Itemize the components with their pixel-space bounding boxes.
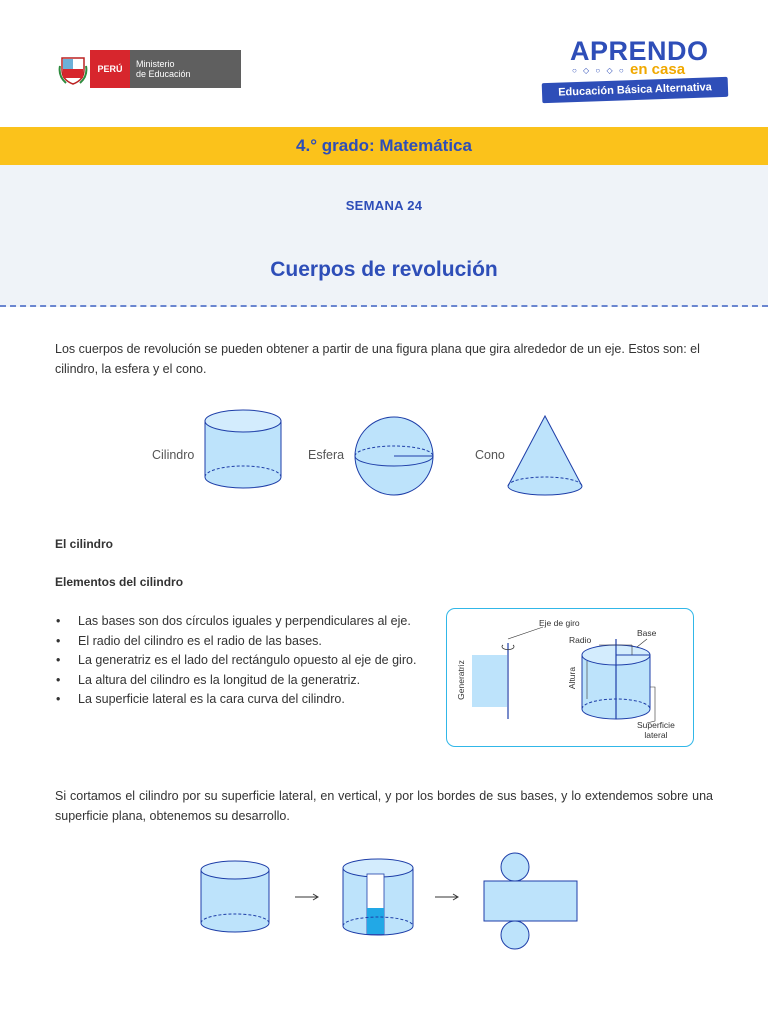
sphere-icon bbox=[350, 415, 440, 500]
en-casa-wordmark: en casa bbox=[630, 61, 686, 78]
axis-label: Eje de giro bbox=[539, 618, 580, 628]
intro-paragraph: Los cuerpos de revolución se pueden obtener a partir de una figura plana que gira alrededor de un eje. Estos son: el cilindro, la esfera y el cono. bbox=[55, 342, 700, 376]
development-paragraph: Si cortamos el cilindro por su superficie lateral, en vertical, y por los bordes de sus bases, y lo extendemos sobre una superficie plana, obtenemos su desarrollo. bbox=[55, 789, 713, 823]
sphere-label: Esfera bbox=[308, 448, 345, 462]
elements-list bbox=[55, 612, 425, 710]
aprendo-en-casa-logo bbox=[538, 36, 730, 104]
list-item: • La generatriz es el lado del rectángulo opuesto al eje de giro. bbox=[55, 651, 425, 671]
subheading: Elementos del cilindro bbox=[55, 575, 184, 589]
cylinder-icon bbox=[195, 405, 295, 495]
peru-label: PERÚ bbox=[90, 50, 130, 88]
ministry-line-1: Ministerio bbox=[136, 59, 175, 69]
list-item: • Las bases son dos círculos iguales y perpendiculares al eje. bbox=[55, 612, 425, 632]
week-label: SEMANA 24 bbox=[345, 198, 423, 213]
list-item: • El radio del cilindro es el radio de las bases. bbox=[55, 632, 425, 652]
lateral-line-1: Superficie bbox=[637, 720, 675, 730]
grade-title: 4.° grado: Matemática bbox=[296, 136, 472, 155]
lateral-line-2: lateral bbox=[644, 730, 668, 740]
coat-of-arms-icon bbox=[56, 50, 90, 88]
lateral-surface-label bbox=[637, 720, 675, 740]
page-title: Cuerpos de revolución bbox=[270, 258, 498, 281]
cylinder-net-icon bbox=[484, 853, 577, 949]
arrow-right-icon bbox=[435, 894, 458, 900]
ministry-line-2: de Educación bbox=[136, 69, 191, 79]
title-band bbox=[0, 165, 768, 307]
base-label: Base bbox=[637, 628, 657, 638]
list-item: • La altura del cilindro es la longitud de la generatriz. bbox=[55, 671, 425, 691]
arrow-right-icon bbox=[295, 894, 318, 900]
section-heading: El cilindro bbox=[55, 537, 114, 551]
opening-cylinder-icon bbox=[343, 859, 413, 935]
cylinder-development-figure bbox=[195, 848, 595, 953]
eba-badge: Educación Básica Alternativa bbox=[542, 77, 729, 103]
minedu-logo bbox=[56, 50, 241, 88]
closed-cylinder-icon bbox=[201, 861, 269, 932]
list-item: • La superficie lateral es la cara curva del cilindro. bbox=[55, 690, 425, 710]
ministry-label bbox=[130, 50, 241, 88]
cylinder-label: Cilindro bbox=[152, 448, 195, 462]
generatrix-label: Generatriz bbox=[455, 660, 466, 700]
cone-icon bbox=[505, 412, 585, 500]
aprendo-wordmark: APRENDO bbox=[570, 36, 709, 66]
cylinder-elements-diagram bbox=[446, 608, 694, 747]
radius-label: Radio bbox=[569, 635, 592, 645]
cone-label: Cono bbox=[475, 448, 505, 462]
height-label: Altura bbox=[567, 666, 578, 690]
decorative-dots-icon: ○ ◇ ○ ◇ ○ bbox=[572, 66, 626, 75]
